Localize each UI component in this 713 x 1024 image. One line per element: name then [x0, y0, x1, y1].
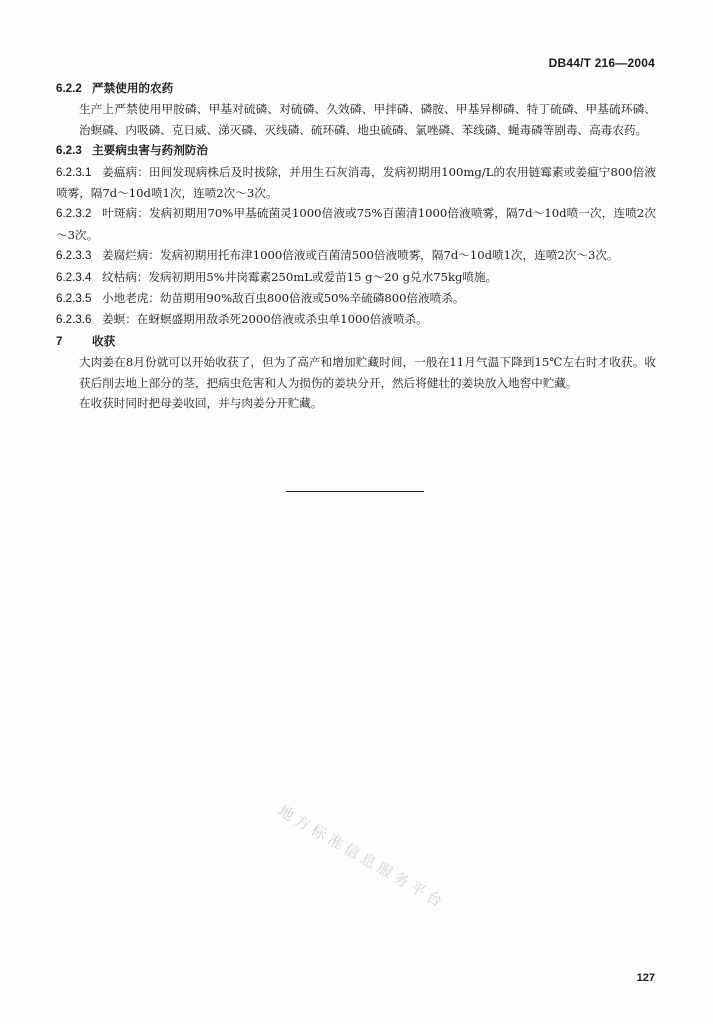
storage-paragraph: 在收获时同时把母姜收回，并与肉姜分开贮藏。 [79, 396, 323, 411]
item-6-2-3-1 [56, 162, 656, 204]
item-6-2-3-4 [56, 267, 656, 288]
item-text: 纹枯病：发病初期用5%井岗霉素250mL或爱苗15 g～20 g兑水75kg喷施。 [102, 269, 498, 284]
item-6-2-3-3 [56, 245, 656, 266]
item-number: 6.2.3.6 [56, 313, 92, 327]
end-rule [286, 491, 424, 492]
section-heading-6-2-3 [56, 140, 656, 161]
section-number: 6.2.3 [56, 144, 82, 158]
item-6-2-3-6 [56, 309, 656, 330]
item-text: 姜瘟病：田间发现病株后及时拔除，并用生石灰消毒，发病初期用100mg/L的农用链霉素或姜瘟宁800倍液喷雾，隔7d～10d喷1次，连喷2次～3次。 [56, 164, 657, 201]
item-number: 6.2.3.4 [56, 270, 92, 284]
standard-code: DB44/T 216—2004 [548, 56, 655, 70]
item-text: 小地老虎：幼苗期用90%敌百虫800倍液或50%辛硫磷800倍液喷杀。 [102, 291, 465, 306]
item-text: 叶斑病：发病初期用70%甲基硫菌灵1000倍液或75%百菌清1000倍液喷雾，隔7d～10d喷一次，连喷2次～3次。 [56, 206, 656, 242]
section-heading-6-2-2 [56, 78, 656, 99]
section-number: 7 [56, 334, 63, 348]
item-number: 6.2.3.5 [56, 292, 92, 306]
banned-pesticides-paragraph: 生产上严禁使用甲胺磷、甲基对硫磷、对硫磷、久效磷、甲拌磷、磷胺、甲基异柳磷、特丁硫磷、甲基硫环磷、治螟磷、内吸磷、克日威、涕灭磷、灭线磷、硫环磷、地虫硫磷、氯唑磷、苯线磷、蝇毒磷等剧毒、高毒农药。 [79, 102, 656, 137]
item-6-2-3-5 [56, 288, 656, 309]
item-text: 姜腐烂病：发病初期用托布津1000倍液或百菌清500倍液喷雾，隔7d～10d喷1次，连喷2次～3次。 [102, 248, 619, 263]
section-title: 主要病虫害与药剂防治 [92, 143, 208, 158]
document-body [56, 78, 656, 414]
item-6-2-3-2 [56, 203, 656, 245]
section-number: 6.2.2 [56, 82, 82, 95]
item-text: 姜螟：在蚜螟盛期用敌杀死2000倍液或杀虫单1000倍液喷杀。 [102, 312, 428, 327]
item-number: 6.2.3.2 [56, 207, 92, 221]
watermark: 地方标准信息服务平台 [275, 801, 449, 913]
section-title: 严禁使用的农药 [92, 81, 174, 95]
section-heading-7 [56, 331, 656, 352]
harvest-paragraph: 大肉姜在8月份就可以开始收获了，但为了高产和增加贮藏时间，一般在11月气温下降到15℃左右时才收获。收获后削去地上部分的茎，把病虫危害和人为损伤的姜块分开，然后将健壮的姜块放入地窖中贮藏。 [79, 355, 656, 390]
item-number: 6.2.3.3 [56, 249, 92, 263]
item-number: 6.2.3.1 [56, 165, 92, 179]
page-number: 127 [636, 972, 655, 984]
section-title: 收获 [92, 333, 116, 348]
